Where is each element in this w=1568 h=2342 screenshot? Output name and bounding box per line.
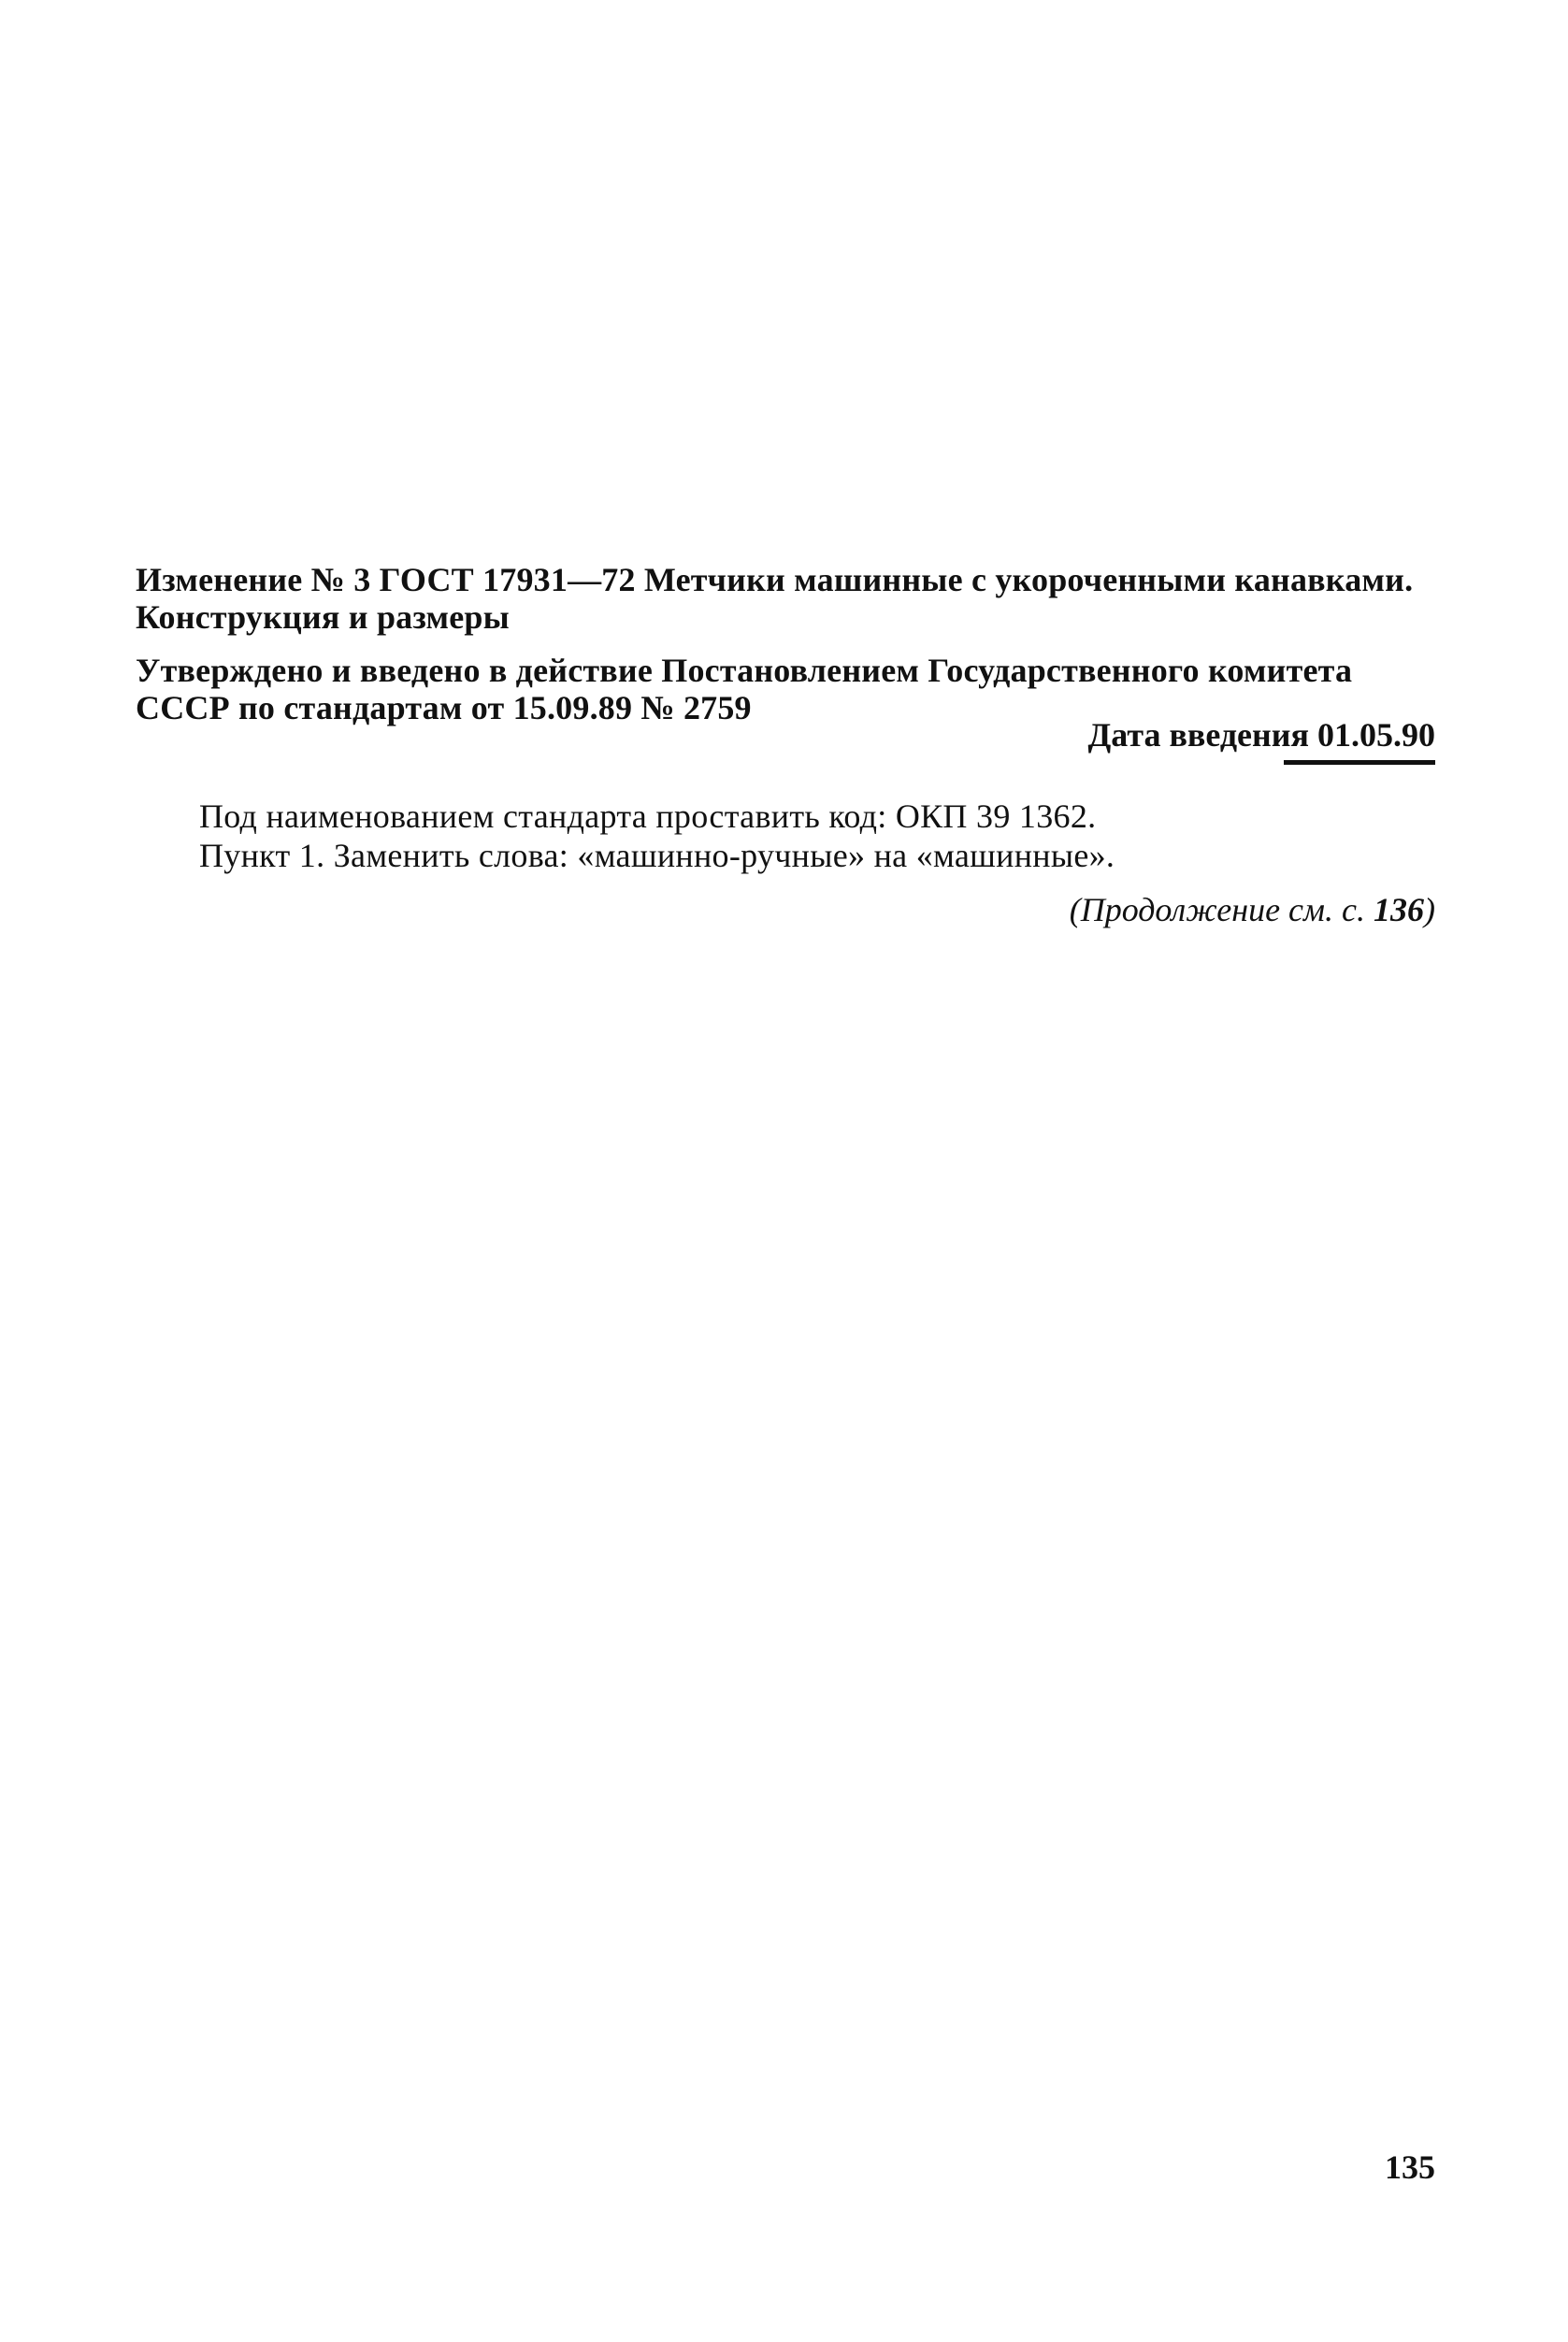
continuation-note (1070, 890, 1435, 929)
introduction-date-value: 01.05.90 (1317, 716, 1435, 754)
page-number: 135 (1385, 2148, 1435, 2186)
approval-line-2: СССР по стандартам от 15.09.89 № 2759 (136, 689, 752, 726)
body-paragraph-code: Под наименованием стандарта проставить код: ОКП 39 1362. (199, 797, 1097, 835)
continuation-page-ref: 136 (1374, 891, 1424, 928)
amendment-title (136, 561, 1435, 636)
body-paragraph-item-1: Пункт 1. Заменить слова: «машинно-ручные» на «машинные». (199, 837, 1115, 874)
amendment-title-line-1: Изменение № 3 ГОСТ 17931—72 Метчики машинные с укороченными канавками. (136, 561, 1414, 598)
date-underline (1284, 760, 1435, 765)
introduction-date-label: Дата введения (1087, 716, 1309, 754)
amendment-title-line-2: Конструкция и размеры (136, 598, 510, 636)
approval-statement (136, 652, 1435, 726)
continuation-text: (Продолжение см. с. (1069, 891, 1374, 928)
continuation-close: ) (1424, 891, 1435, 928)
introduction-date (1088, 716, 1436, 754)
approval-line-1: Утверждено и введено в действие Постановлением Государственного комитета (136, 652, 1353, 689)
